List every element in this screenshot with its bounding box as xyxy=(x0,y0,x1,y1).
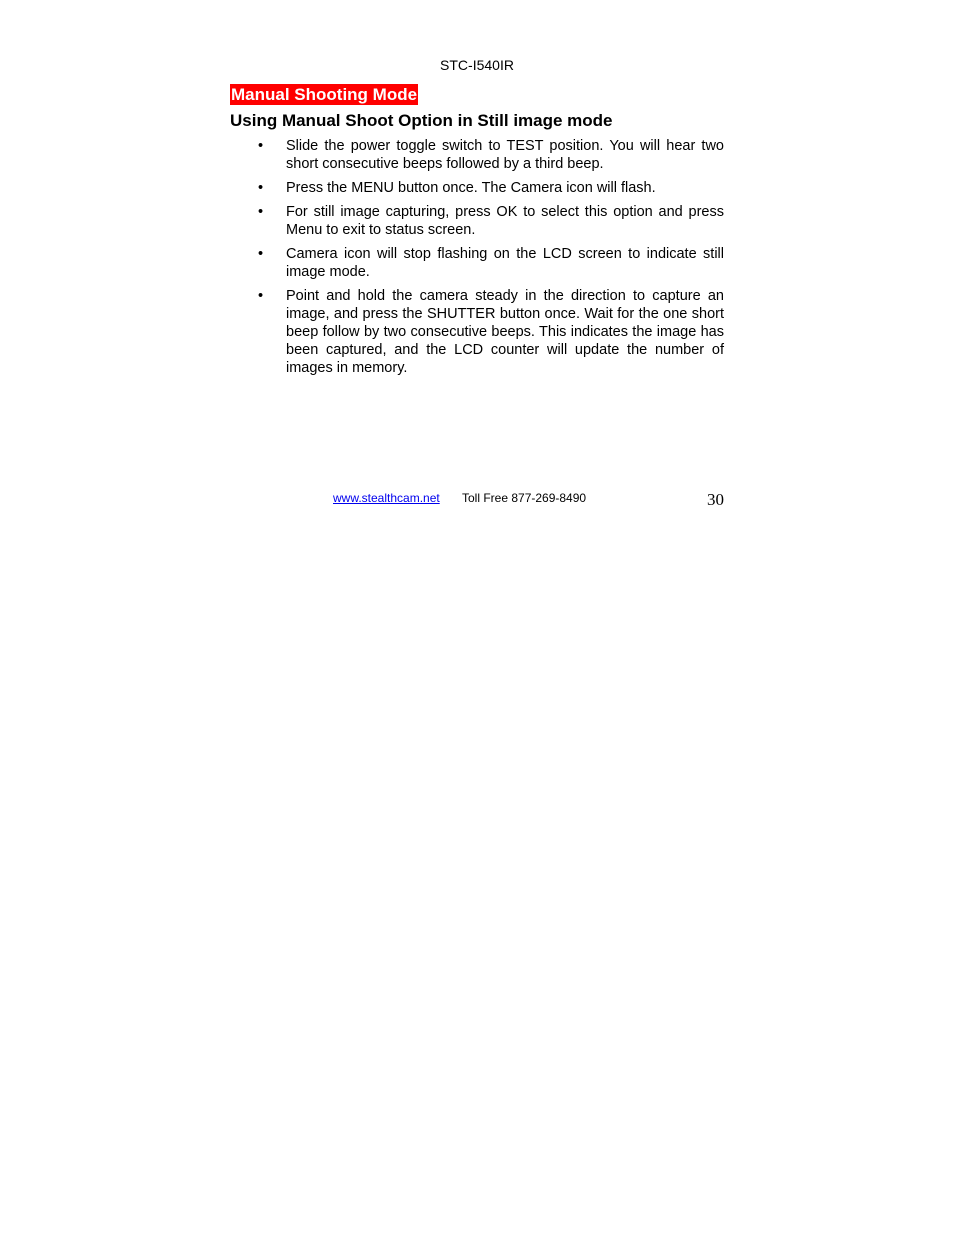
bullet-icon: • xyxy=(258,246,264,262)
section-subtitle: Using Manual Shoot Option in Still image mode xyxy=(230,111,613,130)
section-title: Manual Shooting Mode xyxy=(231,85,418,104)
website-link[interactable]: www.stealthcam.net xyxy=(333,491,440,505)
list-item xyxy=(230,179,724,197)
list-item xyxy=(230,287,724,377)
bullet-icon: • xyxy=(258,288,264,304)
list-item xyxy=(230,137,724,173)
step-text: Press the MENU button once. The Camera icon will flash. xyxy=(286,180,656,196)
bullet-icon: • xyxy=(258,180,264,196)
bullet-icon: • xyxy=(258,138,264,154)
step-text: Point and hold the camera steady in the direction to capture an image, and press the SHUTTER button once. Wait for the one short beep follow by two consecutive beeps. This indicates the image has been captured, and the LCD counter will update the number of images in memory. xyxy=(286,288,724,376)
page-footer xyxy=(0,488,954,512)
step-text: Slide the power toggle switch to TEST position. You will hear two short consecutive beeps followed by a third beep. xyxy=(286,138,724,172)
bullet-icon: • xyxy=(258,204,264,220)
list-item xyxy=(230,203,724,239)
page-number: 30 xyxy=(707,490,724,509)
document-header-model: STC-I540IR xyxy=(440,57,514,73)
list-item xyxy=(230,245,724,281)
step-text: For still image capturing, press OK to select this option and press Menu to exit to status screen. xyxy=(286,204,724,238)
instruction-list xyxy=(230,137,724,383)
toll-free-number: Toll Free 877-269-8490 xyxy=(462,491,587,505)
step-text: Camera icon will stop flashing on the LCD screen to indicate still image mode. xyxy=(286,246,724,280)
